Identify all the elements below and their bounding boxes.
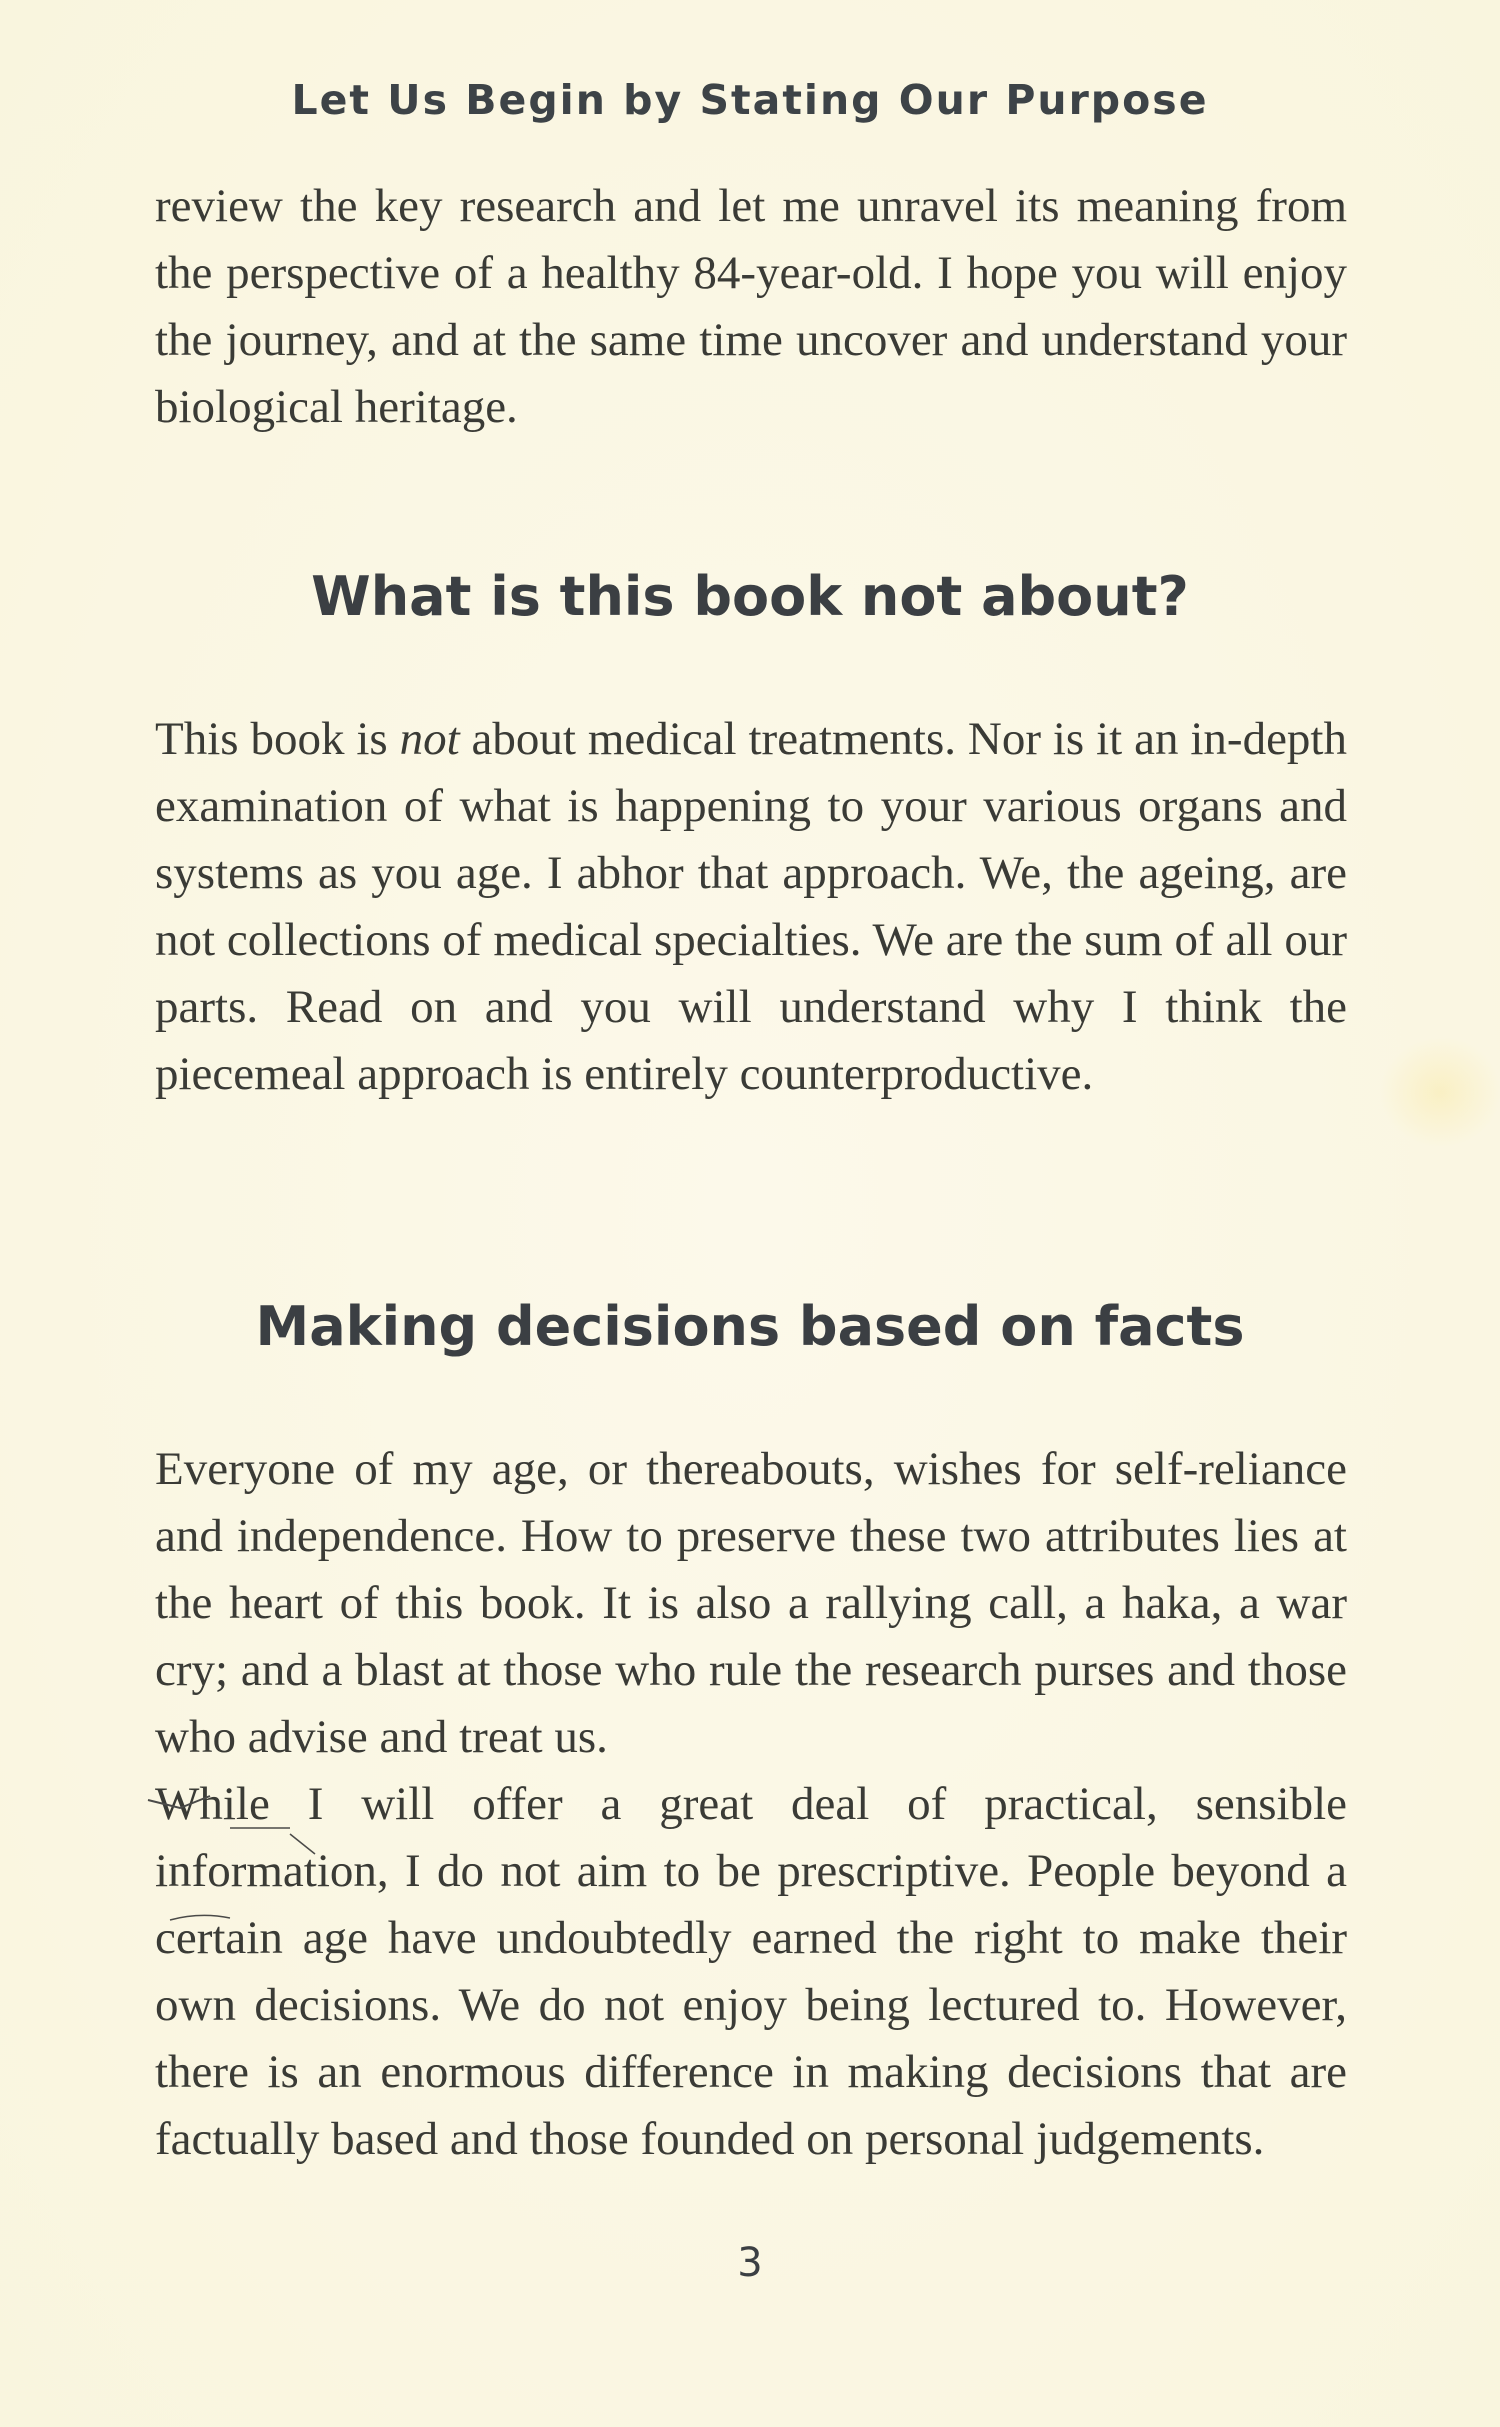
page-number: 3 [737, 2240, 763, 2286]
section1-para-emphasis: not [399, 713, 460, 765]
section-heading-decisions: Making decisions based on facts [255, 1295, 1245, 1358]
running-head: Let Us Begin by Stating Our Purpose [291, 76, 1209, 124]
section1-block [155, 706, 1347, 1108]
intro-block [155, 173, 1347, 441]
section1-para-start: This book is [155, 713, 400, 765]
section1-para-rest: about medical treatments. Nor is it an in-depth examination of what is happening to your various organs and systems as you age. I abhor that approach. We, the ageing, are not collections of medical specialties. We are the sum of all our parts. Read on and you will understand why I think the piecemeal approach is entirely counterproductive. [155, 713, 1347, 1100]
section2-paragraph-1: Everyone of my age, or thereabouts, wishes for self-reliance and independence. How to preserve these two attributes lies at the heart of this book. It is also a rallying call, a haka, a war cry; and a blast at those who rule the research purses and those who advise and treat us. [155, 1443, 1347, 1763]
section1-paragraph [155, 706, 1347, 1108]
section-heading-not-about: What is this book not about? [311, 565, 1189, 628]
section2-paragraph-2: While I will offer a great deal of practical, sensible information, I do not aim to be prescriptive. People beyond a certain age have undoubtedly earned the right to make their own decisions. We do not enjoy being lectured to. However, there is an enormous difference in making decisions that are factually based and those founded on personal judgements. [155, 1778, 1347, 2165]
intro-paragraph: review the key research and let me unravel its meaning from the perspective of a healthy 84-year-old. I hope you will enjoy the journey, and at the same time uncover and understand your biological heritage. [155, 180, 1347, 433]
section2-block [155, 1436, 1347, 2173]
